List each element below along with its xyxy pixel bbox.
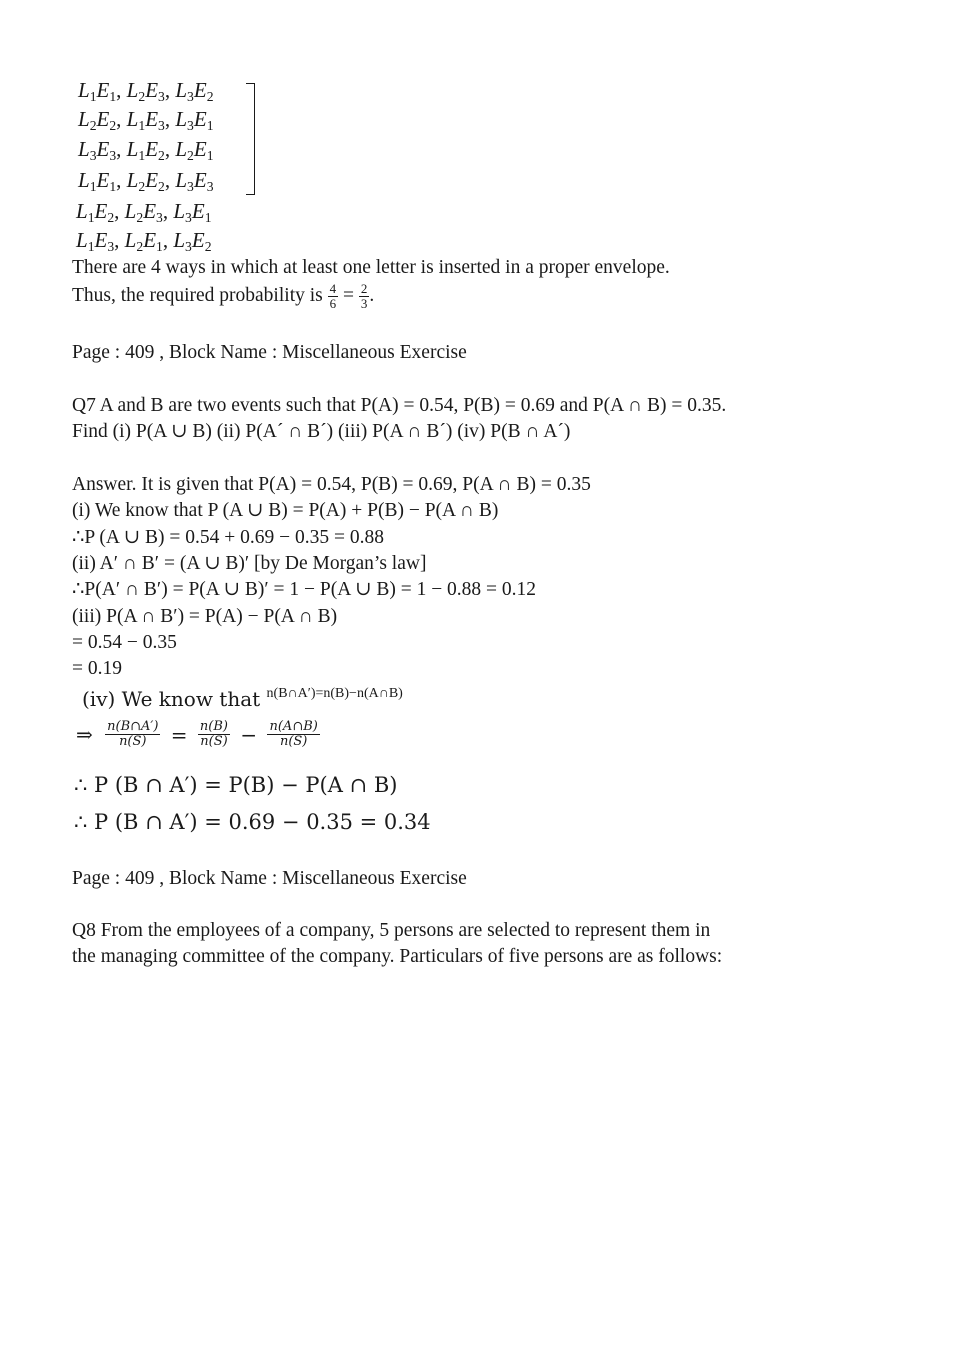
answer-line: (i) We know that P (A ∪ B) = P(A) + P(B) − P(A ∩ B): [72, 500, 499, 521]
fraction-two-thirds: $\frac{2}{3}$: [360, 281, 368, 311]
ratio-fraction: $\frac{n(A\cap B)}{n(S)}$: [269, 719, 318, 749]
q7-question-line: Q7 A and B are two events such that P(A) = 0.54, P(B) = 0.69 and P(A ∩ B) = 0.35.: [72, 395, 727, 416]
q8-question-line: the managing committee of the company. Particulars of five persons are as follows:: [72, 946, 723, 967]
q7-question-line: Find (i) P(A ∪ B) (ii) P(A´ ∩ B´) (iii) P(A ∩ B´) (iv) P(B ∩ A´): [72, 421, 571, 442]
fraction-four-sixths: $\frac{4}{6}$: [329, 281, 337, 311]
probability-prefix: Thus, the required probability is: [72, 284, 323, 306]
part-iv-formula: n(B∩A′)=n(B)−n(A∩B): [266, 686, 403, 701]
answer-line: ∴P(A′ ∩ B′) = P(A ∪ B)′ = 1 − P(A ∪ B) = 1 − 0.88 = 0.12: [72, 579, 537, 600]
answer-line: (iii) P(A ∩ B′) = P(A) − P(A ∩ B): [72, 606, 338, 627]
permutation-row: $L_1E_1$, $L_2E_3$, $L_3E_2$: [78, 78, 214, 105]
part-iv-label: (iv) We know that: [82, 687, 261, 711]
grouping-bracket: [246, 83, 255, 195]
answer-line: = 0.54 − 0.35: [72, 632, 177, 653]
implies-symbol: ⇒: [76, 722, 93, 747]
result-line: ∴ P (B ∩ A′) = 0.69 − 0.35 = 0.34: [74, 810, 431, 834]
permutation-row: $L_1E_3$, $L_2E_1$, $L_3E_2$: [76, 228, 212, 255]
result-line: ∴ P (B ∩ A′) = P(B) − P(A ∩ B): [74, 773, 398, 797]
answer-line: ∴P (A ∪ B) = 0.54 + 0.69 − 0.35 = 0.88: [72, 527, 384, 548]
ratio-equation: ⇒ $\frac{n(B\cap A')}{n(S)}$ = $\frac{n(B)}{n(S)}$ − $\frac{n(A\cap B)}{n(S)}$: [76, 719, 318, 749]
q8-question-line: Q8 From the employees of a company, 5 persons are selected to represent them in: [72, 920, 711, 941]
probability-statement: Thus, the required probability is $\frac{4}{6}$ = $\frac{2}{3}$ .: [72, 281, 375, 311]
ways-statement: There are 4 ways in which at least one letter is inserted in a proper envelope.: [72, 257, 670, 278]
page-reference: Page : 409 , Block Name : Miscellaneous Exercise: [72, 868, 467, 889]
answer-line: = 0.19: [72, 658, 122, 679]
page-reference: Page : 409 , Block Name : Miscellaneous Exercise: [72, 342, 467, 363]
permutation-row: $L_1E_2$, $L_2E_3$, $L_3E_1$: [76, 199, 212, 226]
permutation-row: $L_3E_3$, $L_1E_2$, $L_2E_1$: [78, 137, 214, 164]
ratio-fraction: $\frac{n(B\cap A')}{n(S)}$: [107, 719, 159, 749]
part-iv-statement: [82, 686, 403, 716]
answer-line: Answer. It is given that P(A) = 0.54, P(B) = 0.69, P(A ∩ B) = 0.35: [72, 474, 591, 495]
ratio-fraction: $\frac{n(B)}{n(S)}$: [199, 719, 228, 749]
permutation-row: $L_1E_1$, $L_2E_2$, $L_3E_3$: [78, 168, 214, 195]
answer-line: (ii) A′ ∩ B′ = (A ∪ B)′ [by De Morgan’s law]: [72, 553, 427, 574]
permutation-row: $L_2E_2$, $L_1E_3$, $L_3E_1$: [78, 107, 214, 134]
